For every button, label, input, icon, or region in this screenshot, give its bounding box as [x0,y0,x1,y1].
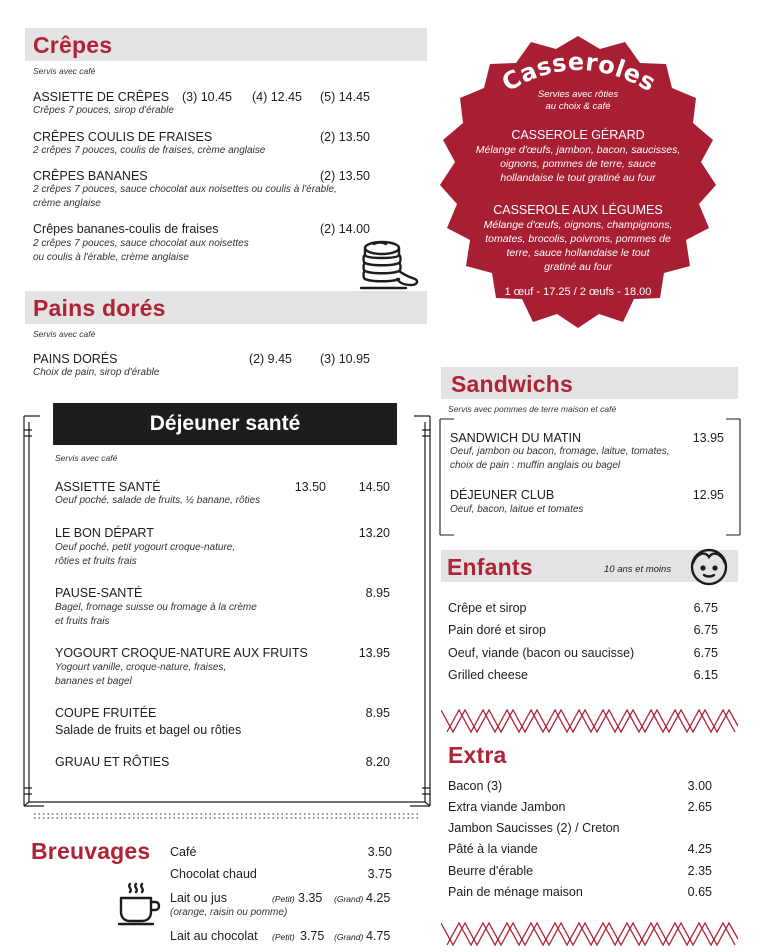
crepes-item-desc: crème anglaise [33,198,101,209]
enfants-item-price: 6.75 [693,646,718,660]
crepes-item-desc: Crêpes 7 pouces, sirop d'érable [33,105,174,116]
casseroles-price: 1 œuf - 17.25 / 2 œufs - 18.00 [504,286,652,298]
extra-item-price: 4.25 [687,842,712,856]
breuvages-title: Breuvages [31,838,151,864]
sandwichs-item-desc: Oeuf, jambon ou bacon, fromage, laitue, tomates, [450,446,670,457]
crepes-item-price: (2) 14.00 [319,222,370,236]
sante-title: Déjeuner santé [149,412,301,435]
sandwichs-item-desc: choix de pain : muffin anglais ou bagel [450,460,621,471]
sante-item-sub: Salade de fruits et bagel ou rôties [55,723,242,737]
extra-item-price: 3.00 [687,779,712,793]
breuvages-size-label: (Grand) [334,894,364,904]
sante-item-desc: et fruits frais [55,616,110,627]
pancake-stack-icon [358,238,422,294]
breuvages-item-price: 3.35 [298,891,323,905]
casseroles-item-desc: oignons, pommes de terre, sauce [500,158,656,170]
sandwichs-item-price: 12.95 [692,488,724,502]
breuvages-size-label: (Grand) [334,932,364,942]
extra-item-price: 2.35 [687,864,712,878]
casseroles-item-name: CASSEROLE GÉRARD [511,128,645,142]
breuvages-item-name: Lait au chocolat [170,929,258,943]
crepes-item-price: (2) 13.50 [319,169,370,183]
casseroles-item-desc: gratiné au four [544,261,612,273]
enfants-title: Enfants [447,554,533,580]
sante-item-price: 13.50 [294,480,326,494]
breuvages-size-label: (Petit) [272,932,295,942]
crepes-item-name: CRÊPES BANANES [33,169,148,183]
sante-item-desc: Oeuf poché, salade de fruits, ½ banane, rôties [55,495,261,506]
extra-item-name: Pâté à la viande [448,842,538,856]
zigzag-divider [441,921,738,947]
crepes-item-desc: 2 crêpes 7 pouces, coulis de fraises, crème anglaise [33,145,266,156]
sante-item-price: 13.95 [358,646,390,660]
breuvages-item-price: 4.75 [366,929,391,943]
sante-item-name: YOGOURT CROQUE-NATURE AUX FRUITS [55,646,308,660]
pains-note: Servis avec café [33,329,96,339]
sante-note: Servis avec café [55,453,118,463]
sante-item-name: PAUSE-SANTÉ [55,586,143,600]
crepes-item-name: CRÊPES COULIS DE FRAISES [33,130,213,144]
sandwichs-note: Servis avec pommes de terre maison et café [448,404,617,414]
casseroles-item-name: CASSEROLE AUX LÉGUMES [493,203,663,217]
pains-item-desc: Choix de pain, sirop d'érable [33,367,160,378]
coffee-cup-icon [116,880,162,926]
pains-item-name: PAINS DORÉS [33,352,118,366]
casseroles-item-desc: Mélange d'œufs, oignons, champignons, [483,219,673,231]
enfants-item-name: Crêpe et sirop [448,601,527,615]
sandwichs-item-name: DÉJEUNER CLUB [450,488,555,502]
crepes-item-price: (3) 10.45 [181,90,232,104]
extra-title: Extra [448,742,507,768]
extra-item-name: Pain de ménage maison [448,885,583,899]
breuvages-item-desc: (orange, raisin ou pomme) [170,907,288,918]
sante-item-price: 13.20 [358,526,390,540]
crepes-item-desc: 2 crêpes 7 pouces, sauce chocolat aux noisettes ou coulis à l'érable, [33,184,337,195]
breuvages-item-name: Lait ou jus [170,891,227,905]
pains-item-price: (2) 9.45 [248,352,292,366]
crepes-title: Crêpes [33,32,113,58]
sandwichs-item-desc: Oeuf, bacon, laitue et tomates [450,504,584,515]
enfants-age: 10 ans et moins [604,564,672,575]
sante-item-price: 8.20 [365,755,390,769]
child-face-icon [688,546,730,586]
sante-item-price: 8.95 [365,706,390,720]
extra-item-name: Bacon (3) [448,779,503,793]
enfants-item-name: Grilled cheese [448,668,528,682]
sante-item-price: 14.50 [358,480,390,494]
crepes-item-name: Crêpes bananes-coulis de fraises [33,222,219,236]
sante-item-price: 8.95 [365,586,390,600]
casseroles-item-desc: hollandaise le tout gratiné au four [500,172,656,184]
sante-item-desc: Yogourt vanille, croque-nature, fraises, [55,662,227,673]
sante-item-desc: Bagel, fromage suisse ou fromage à la crème [55,602,257,613]
breuvages-item-name: Café [170,845,197,859]
crepes-item-desc: ou coulis à l'érable, crème anglaise [33,252,189,263]
enfants-item-price: 6.75 [693,623,718,637]
extra-item-name: Jambon Saucisses (2) / Creton [448,821,620,835]
extra-item-name: Extra viande Jambon [448,800,566,814]
zigzag-divider [441,708,738,734]
casseroles-item-desc: Mélange d'œufs, jambon, bacon, saucisses, [475,144,681,156]
sante-item-name: LE BON DÉPART [55,526,154,540]
sante-item-name: COUPE FRUITÉE [55,706,157,720]
breuvages-item-price: 3.75 [367,867,392,881]
extra-item-price: 0.65 [687,885,712,899]
sante-item-name: GRUAU ET RÔTIES [55,755,170,769]
sante-item-name: ASSIETTE SANTÉ [55,480,161,494]
enfants-item-price: 6.75 [693,601,718,615]
sante-item-desc: bananes et bagel [55,676,132,687]
crepes-item-desc: 2 crêpes 7 pouces, sauce chocolat aux noisettes [33,238,249,249]
pains-item-price: (3) 10.95 [319,352,370,366]
enfants-item-name: Pain doré et sirop [448,623,546,637]
casseroles-item-desc: tomates, brocolis, poivrons, pommes de [485,233,671,245]
crepes-item-price: (5) 14.45 [319,90,370,104]
crepes-item-price: (4) 12.45 [251,90,302,104]
sandwichs-item-price: 13.95 [692,431,724,445]
breuvages-item-price: 4.25 [366,891,391,905]
breuvages-item-price: 3.75 [300,929,325,943]
sandwichs-title: Sandwichs [451,371,573,397]
enfants-item-price: 6.15 [693,668,718,682]
enfants-item-name: Oeuf, viande (bacon ou saucisse) [448,646,635,660]
extra-item-name: Beurre d'érable [448,864,534,878]
sante-item-desc: rôties et fruits frais [55,556,137,567]
extra-item-price: 2.65 [687,800,712,814]
breuvages-size-label: (Petit) [272,894,295,904]
casseroles-sub: au choix & café [545,101,611,112]
sante-item-desc: Oeuf poché, petit yogourt croque-nature, [55,542,236,553]
pains-title: Pains dorés [33,295,166,321]
breuvages-item-name: Chocolat chaud [170,867,257,881]
crepes-item-price: (2) 13.50 [319,130,370,144]
sandwichs-item-name: SANDWICH DU MATIN [450,431,582,445]
crepes-item-name: ASSIETTE DE CRÊPES [33,90,170,104]
breuvages-item-price: 3.50 [367,845,392,859]
svg-text:Casseroles: Casseroles [497,47,661,98]
casseroles-item-desc: terre, sauce hollandaise le tout [506,247,650,259]
casseroles-sub: Servies avec rôties [537,89,619,100]
crepes-note: Servis avec café [33,66,96,76]
